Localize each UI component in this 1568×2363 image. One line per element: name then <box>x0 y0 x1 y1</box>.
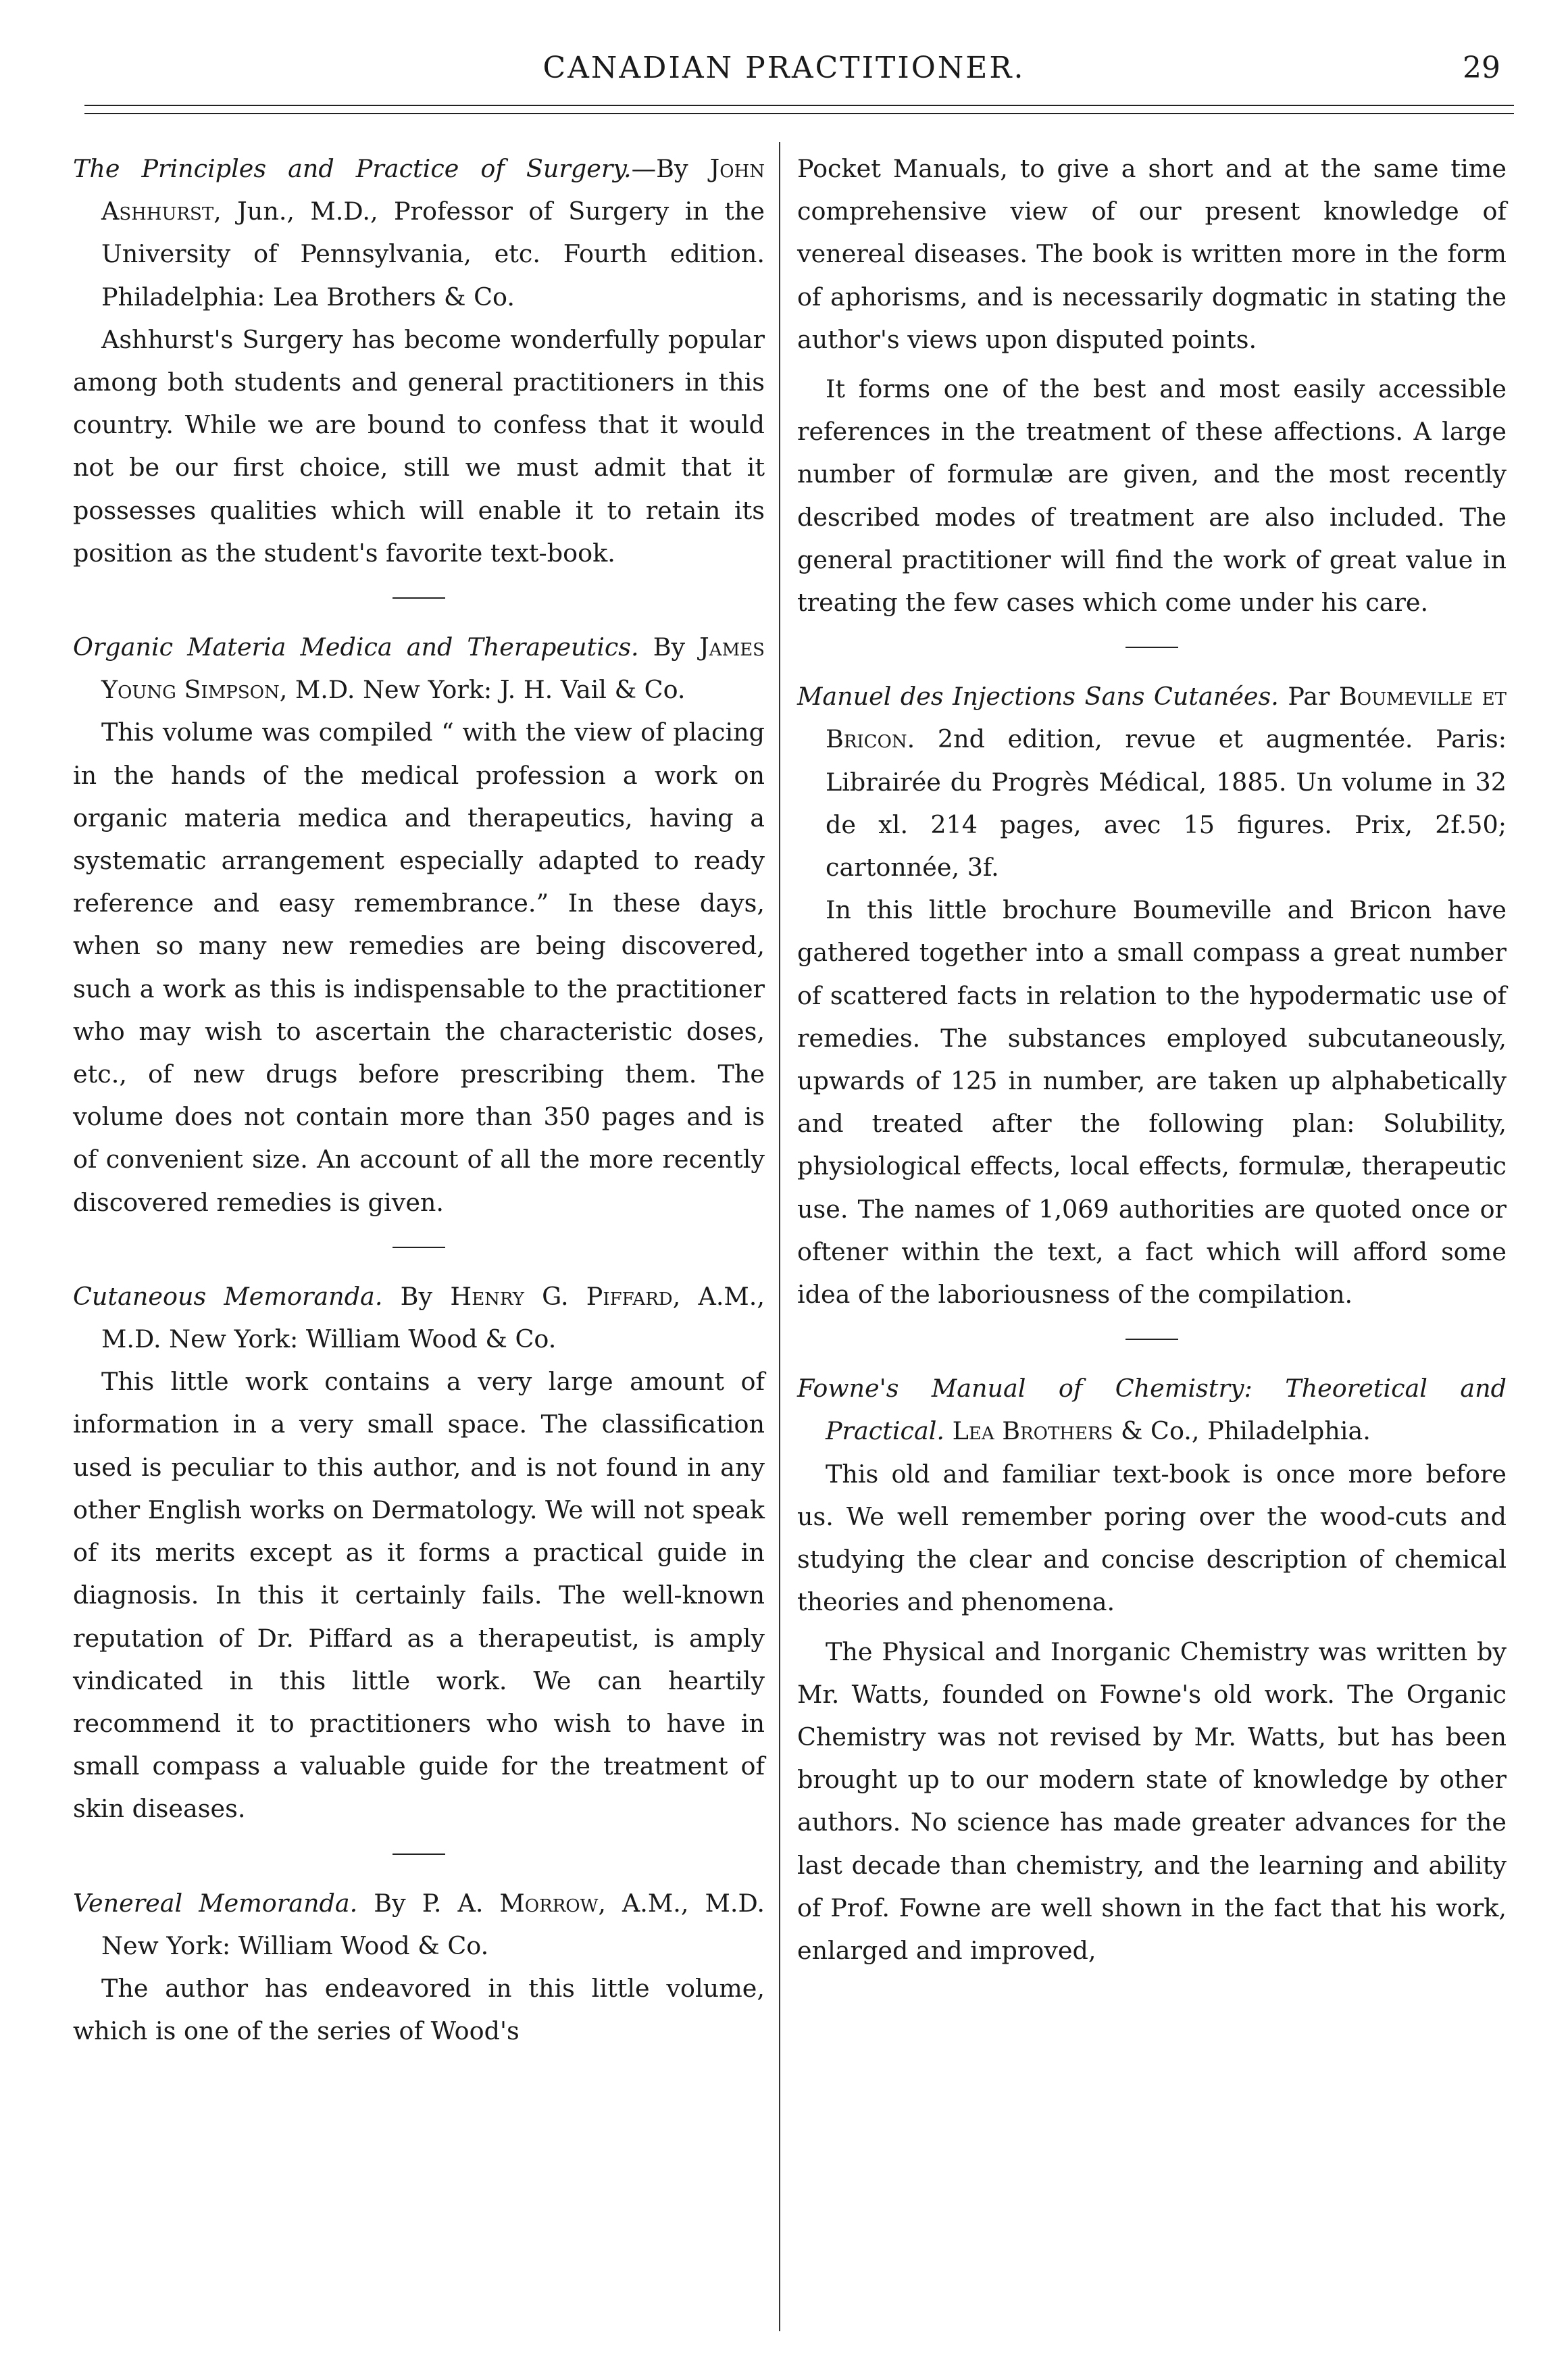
review-paragraph: It forms one of the best and most easily accessible references in the treatment of these affections. A large number of formulæ are given, and the most recently described modes of treatment are also included. The general practitioner will find the work of great value in treating the few cases which come under his care. <box>797 374 1507 618</box>
review-materia-medica <box>73 626 765 1224</box>
header-rule-bottom <box>84 113 1514 114</box>
review-citation <box>73 147 765 318</box>
review-citation <box>797 675 1507 889</box>
author-name: Lea Brothers <box>952 1416 1113 1446</box>
review-paragraph: This little work contains a very large amount of information in a very small space. The classification used is peculiar to this author, and is not found in any other English works on Dermatology. We will not speak of its merits except as it forms a practical guide in diagnosis. In this it certainly fails. The well-known reputation of Dr. Piffard as a therapeutist, is amply vindicated in this little work. We can heartily recommend it to practitioners who wish to have in small compass a valuable guide for the treatment of skin diseases. <box>73 1367 765 1824</box>
book-title: Fowne's Manual of Chemistry: Theoretical and Practical. <box>797 1374 1507 1446</box>
author-name: John Ashhurst <box>101 154 765 226</box>
author-name: Boumeville et Bricon <box>826 682 1507 754</box>
citation-prefix: —By <box>631 154 710 183</box>
header-rule-top <box>84 105 1514 106</box>
left-column <box>73 147 765 2052</box>
citation-prefix: By <box>357 1888 422 1918</box>
review-paragraph: Pocket Manuals, to give a short and at the same time comprehensive view of our present knowledge of venereal diseases. The book is written more in the form of aphorisms, and is necessarily dogmatic in stating the author's views upon disputed points. <box>797 154 1507 354</box>
review-injections <box>797 675 1507 1316</box>
citation-details: , A.M., M.D. New York: William Wood & Co. <box>101 1888 765 1960</box>
review-paragraph: The author has endeavored in this little volume, which is one of the series of Wood's <box>73 1973 765 2046</box>
citation-details: , Jun., M.D., Professor of Surgery in the University of Pennsylvania, etc. Fourth edition. Philadelphia: Lea Brothers & Co. <box>101 197 765 312</box>
review-paragraph: This old and familiar text-book is once more before us. We well remember poring over the wood-cuts and studying the clear and concise description of chemical theories and phenomena. <box>797 1459 1507 1617</box>
citation-prefix: Par <box>1278 682 1339 712</box>
page-number: 29 <box>1463 51 1500 85</box>
section-separator <box>1126 1339 1178 1340</box>
citation-details: & Co., Philadelphia. <box>1113 1416 1371 1446</box>
review-paragraph: Ashhurst's Surgery has become wonderfully popular among both students and general practitioners in this country. While we are bound to confess that it would not be our first choice, still we must admit that it possesses qualities which will enable it to retain its position as the student's favorite text-book. <box>73 324 765 568</box>
book-title: The Principles and Practice of Surgery. <box>73 154 632 183</box>
review-citation <box>73 1882 765 1967</box>
page-header <box>54 37 1514 118</box>
right-column <box>797 147 1507 1972</box>
review-paragraph: In this little brochure Boumeville and Bricon have gathered together into a small compass a great number of scattered facts in relation to the hypodermatic use of remedies. The substances employed subcutaneously, upwards of 125 in number, are taken up alphabetically and treated after the following plan: Solubility, physiological effects, local effects, formulæ, therapeutic use. The names of 1,069 authorities are quoted once or oftener within the text, a fact which will afford some idea of the laboriousness of the compilation. <box>797 895 1507 1310</box>
review-venereal-continued <box>797 147 1507 624</box>
author-name: P. A. Morrow <box>422 1888 599 1918</box>
citation-details: . 2nd edition, revue et augmentée. Paris: Librairée du Progrès Médical, 1885. Un volume in 32 de xl. 214 pages, avec 15 figures. Prix, 2f.50; cartonnée, 3f. <box>826 724 1507 882</box>
review-fownes-chemistry <box>797 1367 1507 1972</box>
section-separator <box>393 1854 445 1855</box>
citation-prefix: By <box>382 1281 451 1311</box>
section-separator <box>393 597 445 599</box>
author-name: James Young Simpson <box>101 632 765 705</box>
section-separator <box>393 1247 445 1248</box>
book-title: Manuel des Injections Sans Cutanées. <box>797 682 1279 712</box>
citation-prefix: By <box>638 632 700 662</box>
review-cutaneous-memoranda <box>73 1275 765 1831</box>
review-citation <box>73 626 765 711</box>
review-citation <box>73 1275 765 1360</box>
citation-prefix <box>944 1416 953 1445</box>
column-divider <box>779 142 780 2331</box>
running-title: CANADIAN PRACTITIONER. <box>542 51 1026 85</box>
review-paragraph: The Physical and Inorganic Chemistry was written by Mr. Watts, founded on Fowne's old work. The Organic Chemistry was not revised by Mr. Watts, but has been brought up to our modern state of knowledge by other authors. No science has made greater advances for the last decade than chemistry, and the learning and ability of Prof. Fowne are well shown in the fact that his work, enlarged and improved, <box>797 1637 1507 1965</box>
review-paragraph: This volume was compiled “ with the view of placing in the hands of the medical profession a work on organic materia medica and therapeutics, having a systematic arrangement especially adapted to ready reference and easy remembrance.” In these days, when so many new remedies are being discovered, such a work as this is indispensable to the practitioner who may wish to ascertain the characteristic doses, etc., of new drugs before prescribing them. The volume does not contain more than 350 pages and is of convenient size. An account of all the more recently discovered remedies is given. <box>73 718 765 1217</box>
review-surgery <box>73 147 765 574</box>
review-venereal-memoranda <box>73 1882 765 2053</box>
author-name: Henry G. Piffard <box>450 1281 673 1311</box>
book-title: Cutaneous Memoranda. <box>73 1281 383 1311</box>
citation-details: , M.D. New York: J. H. Vail & Co. <box>279 675 686 705</box>
section-separator <box>1126 647 1178 648</box>
book-title: Venereal Memoranda. <box>73 1888 358 1918</box>
review-citation <box>797 1367 1507 1452</box>
book-title: Organic Materia Medica and Therapeutics. <box>73 632 639 662</box>
citation-details: , A.M., M.D. New York: William Wood & Co. <box>101 1281 765 1354</box>
